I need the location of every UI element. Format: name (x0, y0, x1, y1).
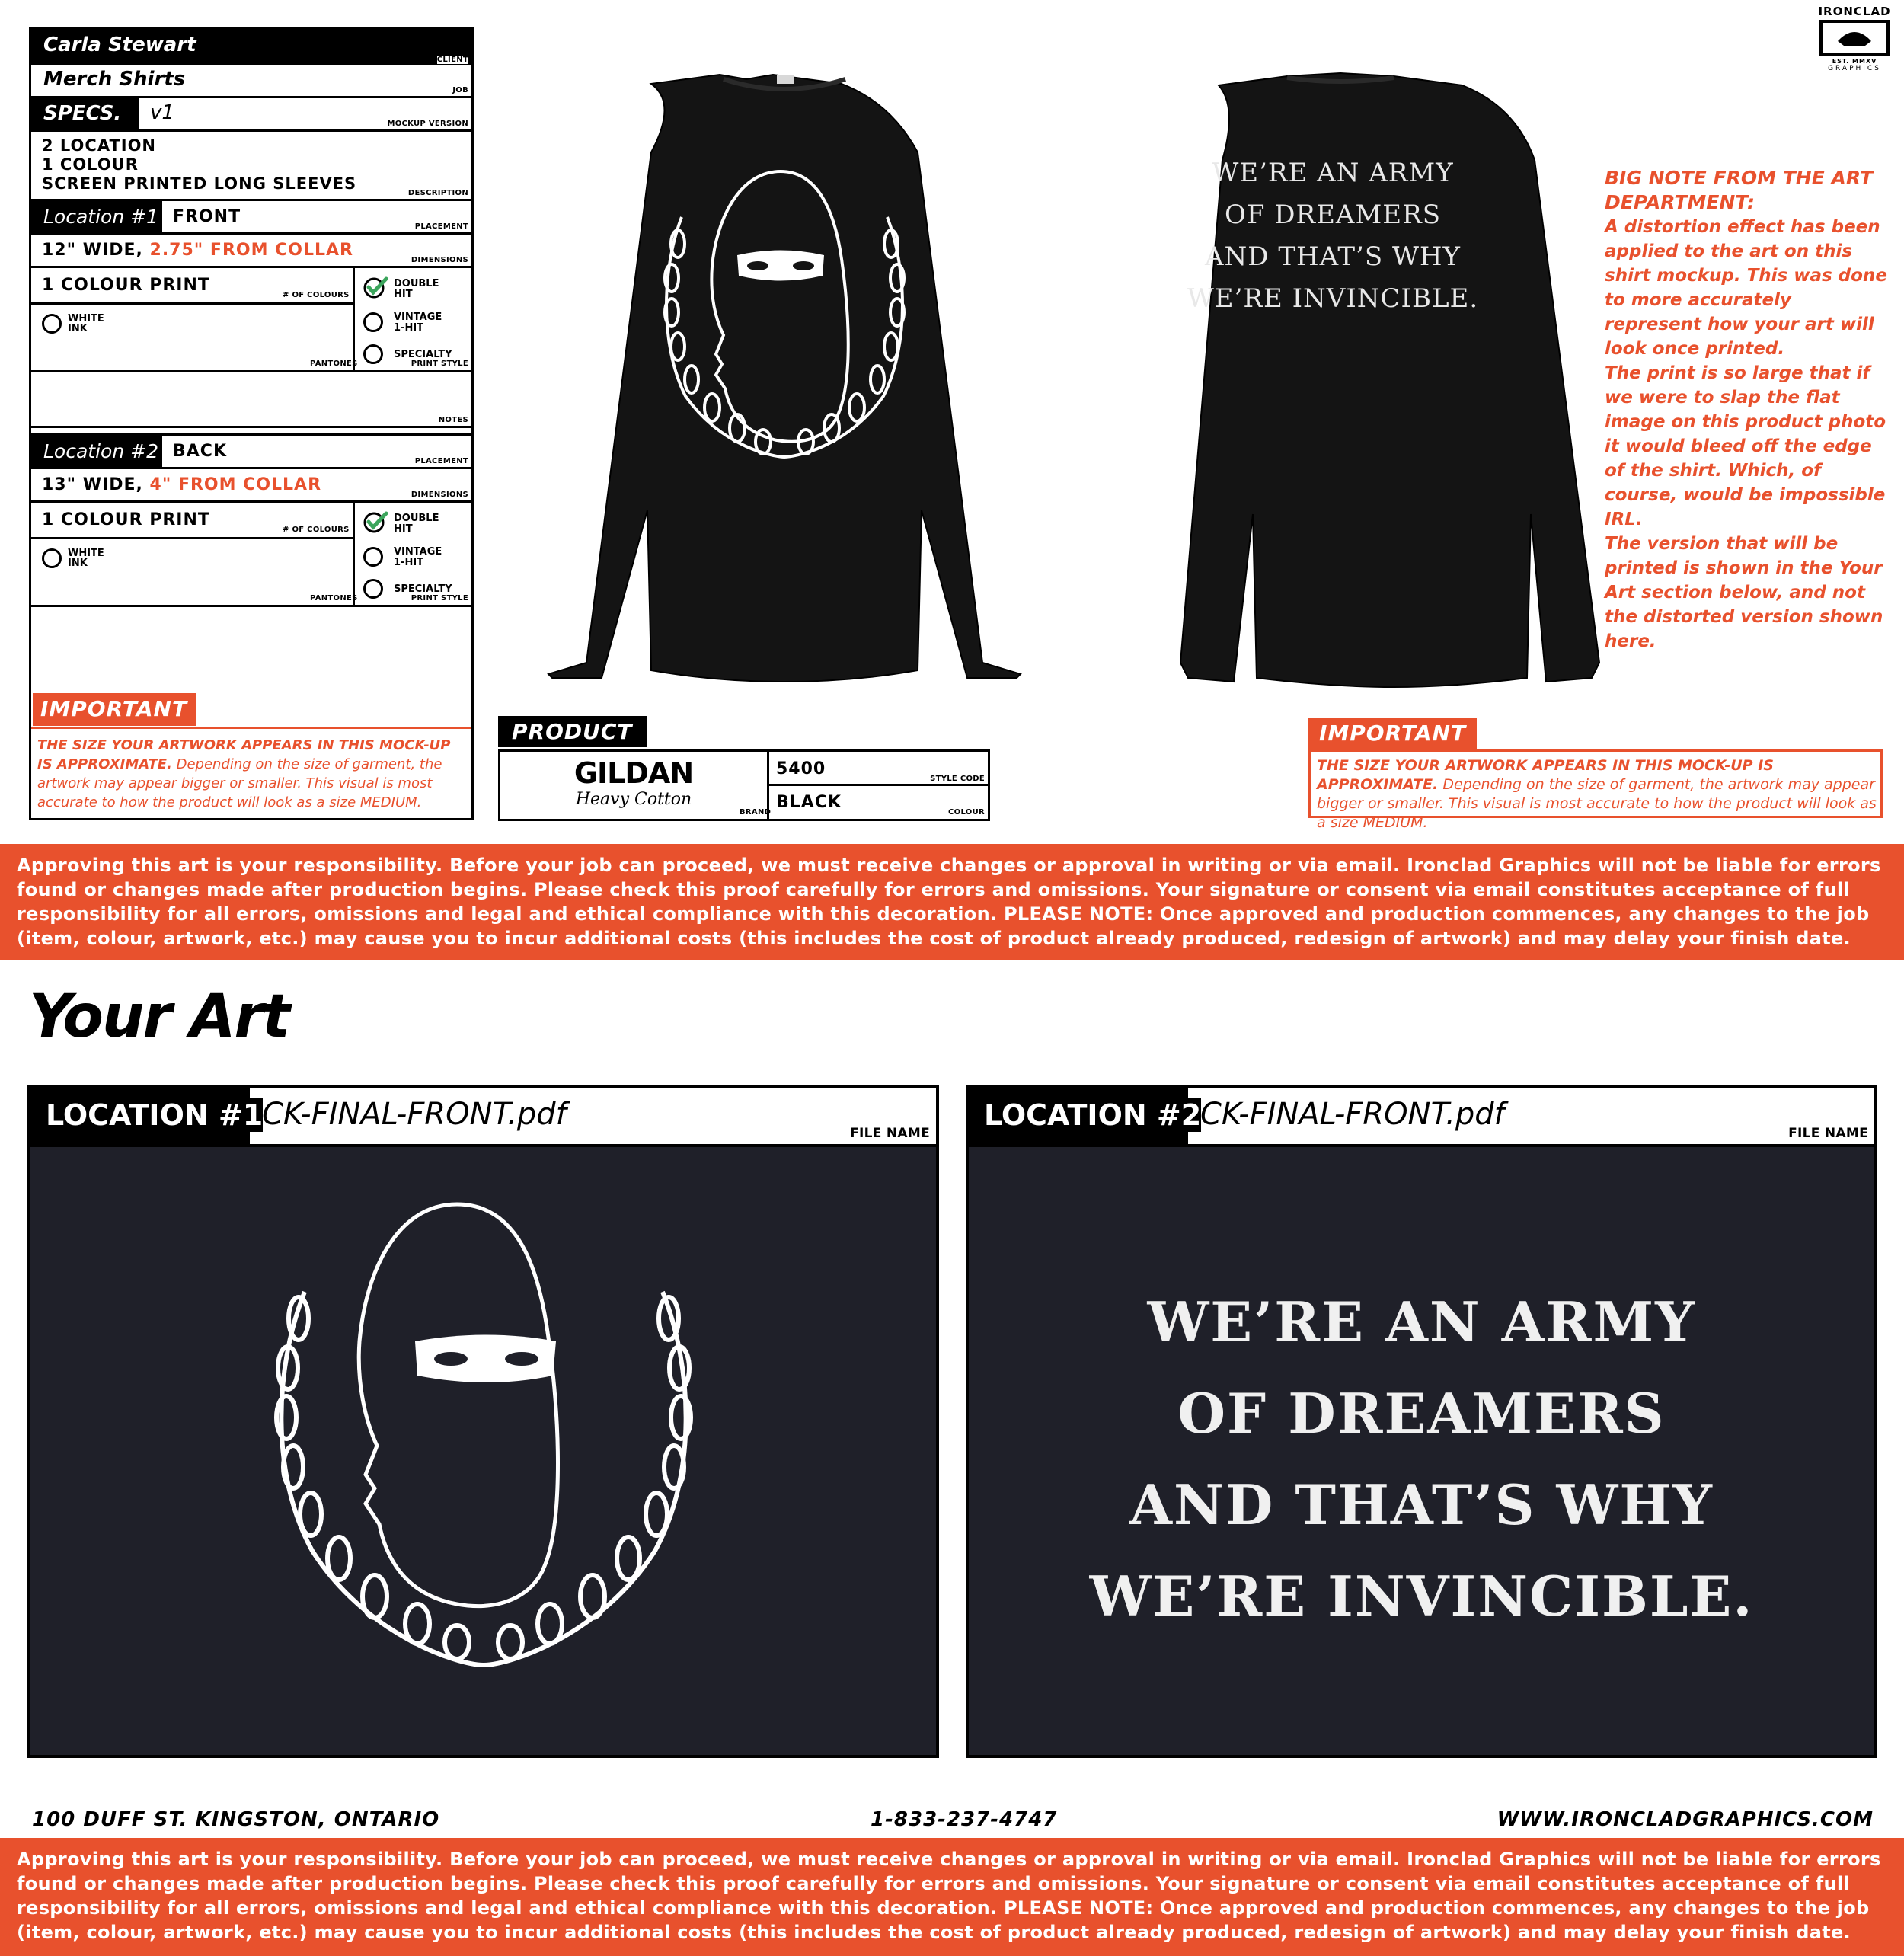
art-note-heading: BIG NOTE FROM THE ART DEPARTMENT: (1605, 167, 1874, 213)
logo-top-text: IRONCLAD (1818, 5, 1891, 18)
back-print-line: WE’RE INVINCIBLE. (1187, 283, 1479, 314)
logo-year-text: MMXV (1852, 58, 1877, 65)
location2-double-hit: DOUBLE HIT (394, 513, 439, 535)
job-label: JOB (452, 86, 468, 94)
disclaimer-text: Approving this art is your responsibility. Before your job can proceed, we must receive changes or approval in writing or via email. Ironclad Graphics will not be liable for errors found or changes made after production begins. Please check this proof carefully for errors and omissions. Your signature or consent via email constitutes acceptance of full responsibility for all errors, omissions and legal and ethical compliance with this decoration. PLEASE NOTE: Once approved and production commences, any changes to the job (item, colour, artwork, etc.) may cause you to incur additional costs (this includes the cost of product already produced, redesign of artwork) and may delay your finish date. (17, 855, 1881, 949)
footer-address: 100 DUFF ST. KINGSTON, ONTARIO (32, 1808, 440, 1831)
art-department-note (1605, 166, 1894, 654)
description-line: SCREEN PRINTED LONG SLEEVES (42, 174, 357, 193)
art-text-line: OF DREAMERS (1177, 1381, 1666, 1446)
location2-ink-radio[interactable] (42, 548, 62, 568)
product-colour: BLACK (776, 793, 842, 812)
location1-ink: WHITE INK (68, 313, 104, 334)
front-shirt-body (548, 75, 1021, 682)
location2-specialty-radio[interactable] (363, 579, 383, 599)
location2-row (31, 433, 471, 469)
location2-print-style-label: PRINT STYLE (411, 594, 468, 602)
brand-sub: Heavy Cotton (575, 790, 692, 809)
specs-label: SPECS. (43, 102, 122, 125)
product-box (498, 749, 990, 821)
location1-double-hit: DOUBLE HIT (394, 278, 439, 300)
back-print-line: AND THAT’S WHY (1204, 241, 1462, 272)
product-heading: PRODUCT (498, 716, 647, 747)
location2-placement-label: PLACEMENT (414, 457, 468, 465)
mockup-version: v1 (150, 101, 174, 124)
art-panel1-canvas (30, 1147, 936, 1755)
brand-label: BRAND (740, 808, 772, 817)
location2-pantones-label: PANTONES (310, 594, 358, 602)
location2-vintage: VINTAGE 1-HIT (394, 546, 442, 568)
style-code: 5400 (776, 759, 826, 778)
important-right-bold: THE SIZE YOUR ARTWORK APPEARS IN THIS MOCK-UP IS APPROXIMATE. (1317, 757, 1774, 793)
art-panel2-canvas (969, 1147, 1874, 1755)
location1-colours-label: # OF COLOURS (283, 291, 350, 299)
art-panel2-text (969, 1277, 1874, 1642)
location1-specialty-radio[interactable] (363, 344, 383, 364)
art-note-para2: The print is so large that if we were to slap the flat image on this product photo it would bleed off the edge of the shirt. Which, of course, would be impossible IRL. (1605, 363, 1886, 529)
logo-helmet-icon (1818, 18, 1891, 58)
description-row (31, 132, 471, 201)
location2-colour-block (31, 503, 471, 607)
disclaimer-banner-bottom (0, 1838, 1904, 1956)
brand-name: GILDAN (573, 756, 694, 790)
description-label: DESCRIPTION (407, 189, 468, 197)
location1-dim-width: 12" WIDE, (42, 241, 143, 260)
client-name: Carla Stewart (43, 34, 196, 56)
location1-colours: 1 COLOUR PRINT (42, 276, 210, 295)
location1-print-style-label: PRINT STYLE (411, 360, 468, 368)
location2-ink: WHITE INK (68, 548, 104, 569)
art-panel2-location: LOCATION #2 (984, 1098, 1202, 1132)
art-text-line: WE’RE AN ARMY (1147, 1290, 1696, 1354)
art-text-line: AND THAT’S WHY (1129, 1472, 1714, 1537)
back-print-line: OF DREAMERS (1224, 200, 1442, 230)
disclaimer-banner-top (0, 844, 1904, 960)
style-code-label: STYLE CODE (930, 775, 985, 783)
location2-double-hit-check-icon[interactable] (363, 510, 389, 533)
location2-dimensions (42, 475, 321, 494)
art-panel-location1 (27, 1085, 939, 1758)
art-panel2-file: CK-FINAL-FRONT.pdf (1200, 1097, 1505, 1132)
logo-est (1815, 58, 1894, 65)
location2-colours-label: # OF COLOURS (283, 526, 350, 534)
balaclava-laurel-art (30, 1147, 936, 1755)
location1-pantones-label: PANTONES (310, 360, 358, 368)
location1-specialty: SPECIALTY (394, 349, 452, 360)
disclaimer-text-bottom: Approving this art is your responsibility. Before your job can proceed, we must receive changes or approval in writing or via email. Ironclad Graphics will not be liable for errors found or changes made after production begins. Please check this proof carefully for errors and omissions. Your signature or consent via email constitutes acceptance of full responsibility for all errors, omissions and legal and ethical compliance with this decoration. PLEASE NOTE: Once approved and production commences, any changes to the job (item, colour, artwork, etc.) may cause you to incur additional costs (this includes the cost of product already produced, redesign of artwork) and may delay your finish date. (17, 1849, 1881, 1943)
ironclad-logo (1815, 5, 1894, 78)
footer-phone[interactable]: 1-833-237-4747 (871, 1808, 1058, 1831)
location1-row (31, 201, 471, 235)
logo-bottom-text: GRAPHICS (1828, 65, 1881, 72)
job-name: Merch Shirts (43, 68, 186, 91)
location1-vintage-radio[interactable] (363, 312, 383, 332)
important-heading: IMPORTANT (33, 693, 196, 726)
footer-website[interactable]: WWW.IRONCLADGRAPHICS.COM (1497, 1808, 1874, 1831)
art-panel1-file: CK-FINAL-FRONT.pdf (262, 1097, 567, 1132)
location1-notes-label: NOTES (438, 416, 468, 424)
location2-vintage-radio[interactable] (363, 547, 383, 567)
important-rest: Depending on the size of garment, the artwork may appear bigger or smaller. This visual is most accurate to how the product will look as a size MEDIUM. (37, 756, 442, 810)
location1-dimensions (42, 241, 353, 260)
important-right-heading: IMPORTANT (1308, 718, 1477, 749)
logo-est-text: EST. (1832, 58, 1850, 65)
back-print-line: WE’RE AN ARMY (1212, 158, 1454, 188)
front-shirt-mockup (495, 69, 1074, 693)
description-line: 1 COLOUR (42, 155, 139, 174)
location2-placement: BACK (173, 442, 227, 461)
description-line: 2 LOCATION (42, 136, 157, 155)
mockup-version-label: MOCKUP VERSION (387, 120, 468, 128)
job-row (31, 65, 471, 98)
important-text (37, 736, 464, 812)
location1-vintage: VINTAGE 1-HIT (394, 312, 442, 334)
important-right-text (1317, 756, 1877, 833)
description-text (42, 136, 356, 193)
art-text-line: WE’RE INVINCIBLE. (1089, 1564, 1754, 1628)
art-note-para3: The version that will be printed is shown in the Your Art section below, and not the distorted version shown here. (1605, 534, 1883, 651)
art-panel1-location: LOCATION #1 (46, 1098, 264, 1132)
back-print-text (1173, 152, 1493, 320)
location1-placement-label: PLACEMENT (414, 222, 468, 231)
location2-colours: 1 COLOUR PRINT (42, 510, 210, 529)
location1-double-hit-check-icon[interactable] (363, 276, 389, 299)
location1-colour-block (31, 268, 471, 372)
art-panel2-file-label: FILE NAME (1788, 1126, 1868, 1141)
location1-title: Location #1 (43, 206, 158, 228)
spec-sheet (29, 27, 474, 820)
specs-row (31, 98, 471, 132)
location2-dimensions-row (31, 469, 471, 503)
location1-dimensions-row (31, 235, 471, 268)
important-bold: THE SIZE YOUR ARTWORK APPEARS IN THIS MOCK-UP IS APPROXIMATE. (37, 737, 451, 772)
art-panel-location2 (966, 1085, 1877, 1758)
location1-notes-row (31, 372, 471, 428)
product-colour-label: COLOUR (948, 808, 985, 817)
client-row (31, 29, 471, 65)
location1-ink-radio[interactable] (42, 314, 62, 334)
location1-placement: FRONT (173, 207, 241, 226)
location2-specialty: SPECIALTY (394, 583, 452, 595)
location1-dim-offset: 2.75" FROM COLLAR (149, 241, 353, 260)
location2-dim-offset: 4" FROM COLLAR (149, 475, 322, 494)
client-label: CLIENT (436, 56, 468, 64)
important-right-rest: Depending on the size of garment, the artwork may appear bigger or smaller. This visual is most accurate to how the product will look as a size MEDIUM. (1317, 776, 1877, 831)
important-right-box (1308, 749, 1883, 831)
location1-dimensions-label: DIMENSIONS (411, 256, 468, 264)
art-panel1-file-label: FILE NAME (850, 1126, 930, 1141)
location2-title: Location #2 (43, 440, 158, 462)
art-note-para1: A distortion effect has been applied to the art on this shirt mockup. This was done to more accurately represent how your art will look once printed. (1605, 217, 1887, 359)
location2-dimensions-label: DIMENSIONS (411, 491, 468, 499)
location2-dim-width: 13" WIDE, (42, 475, 143, 494)
your-art-title: Your Art (29, 983, 289, 1051)
